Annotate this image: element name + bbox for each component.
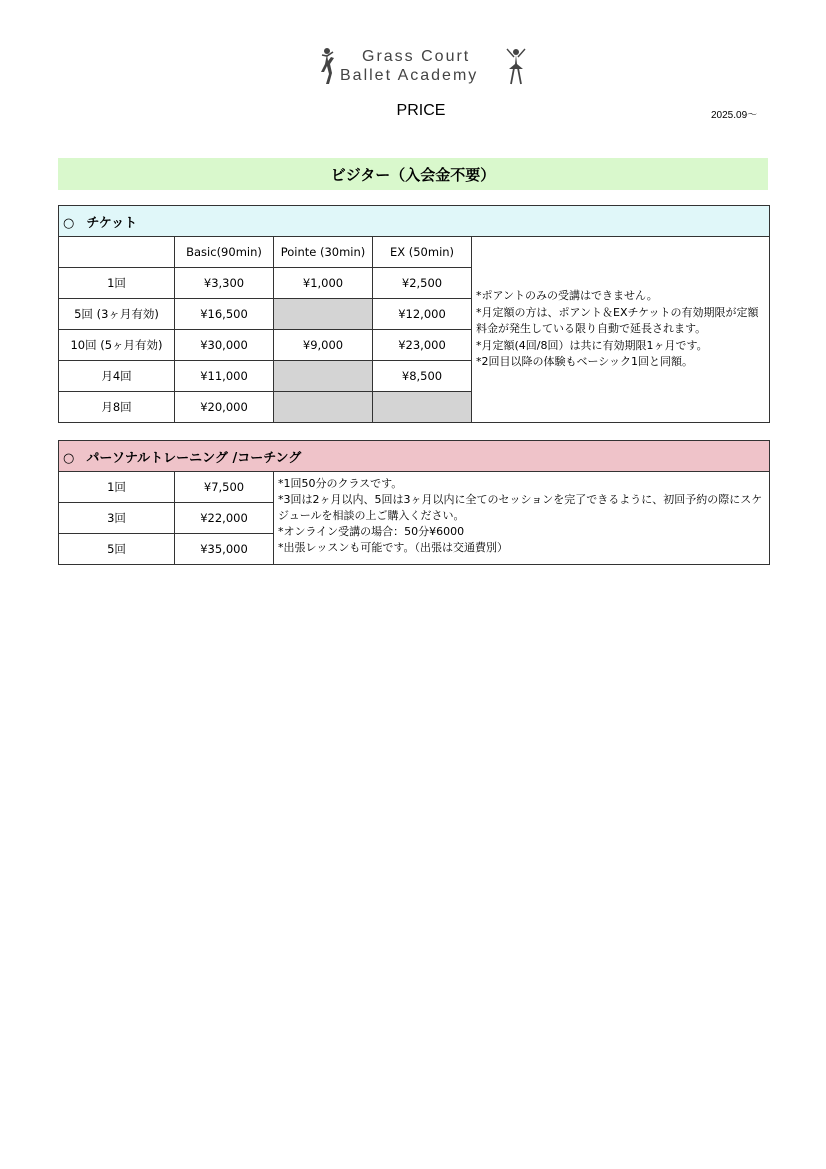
column-header: Pointe (30min) [274,237,373,268]
personal-notes [274,472,770,565]
price-cell: ¥12,000 [373,299,472,330]
column-header: Basic(90min) [175,237,274,268]
unavailable-cell [274,299,373,330]
note-line: *1回50分のクラスです。 [278,477,403,490]
price-cell: ¥1,000 [274,268,373,299]
note-line: *月定額の方は、ポアント＆EXチケットの有効期限が定額料金が発生している限り自動で延長されます。 [476,305,759,336]
ticket-section-header [59,206,770,237]
logo-line-1: Grass Court [362,48,471,65]
unavailable-cell [274,361,373,392]
unavailable-cell [274,392,373,423]
note-line: *2回目以降の体験もベーシック1回と同額。 [476,355,694,369]
empty-header-cell [59,237,175,268]
column-header: EX (50min) [373,237,472,268]
price-cell: ¥11,000 [175,361,274,392]
effective-date: 2025.09〜 [711,110,758,121]
personal-training-table [58,440,770,565]
ticket-notes [472,237,770,423]
personal-section-header [59,441,770,472]
row-label: 1回 [59,268,175,299]
logo-line-2: Ballet Academy [340,67,479,84]
price-cell: ¥7,500 [175,472,274,503]
row-label: 月4回 [59,361,175,392]
unavailable-cell [373,392,472,423]
row-label: 1回 [59,472,175,503]
note-line: *オンライン受講の場合：50分¥6000 [278,525,465,538]
note-line: *月定額(4回/8回）は共に有効期限1ヶ月です。 [476,338,708,352]
row-label: 10回 (5ヶ月有効) [59,330,175,361]
price-cell: ¥22,000 [175,503,274,534]
page-title: PRICE [396,102,446,119]
personal-section-title: パーソナルトレーニング /コーチング [86,450,302,466]
price-cell: ¥16,500 [175,299,274,330]
visitor-banner: ビジター（入会金不要） [58,158,768,190]
ticket-section-title: チケット [86,215,138,231]
row-label: 月8回 [59,392,175,423]
price-cell: ¥9,000 [274,330,373,361]
price-cell: ¥2,500 [373,268,472,299]
row-label: 3回 [59,503,175,534]
price-cell: ¥8,500 [373,361,472,392]
ballerina-icon [504,46,528,86]
table-row [59,472,770,503]
note-line: *ポアントのみの受講はできません。 [476,289,658,303]
row-label: 5回 (3ヶ月有効) [59,299,175,330]
bullet-icon: ○ [63,215,75,231]
note-line: *3回は2ヶ月以内、5回は3ヶ月以内に全てのセッションを完了できるように、初回予約の際にスケジュールを相談の上ご購入ください。 [278,493,763,522]
ticket-table [58,205,770,423]
note-line: *出張レッスンも可能です。（出張は交通費別） [278,541,509,554]
price-cell: ¥30,000 [175,330,274,361]
price-cell: ¥35,000 [175,534,274,565]
price-cell: ¥3,300 [175,268,274,299]
row-label: 5回 [59,534,175,565]
ballerina-icon [318,46,340,86]
price-cell: ¥23,000 [373,330,472,361]
price-cell: ¥20,000 [175,392,274,423]
bullet-icon: ○ [63,450,75,466]
academy-logo [318,46,528,92]
